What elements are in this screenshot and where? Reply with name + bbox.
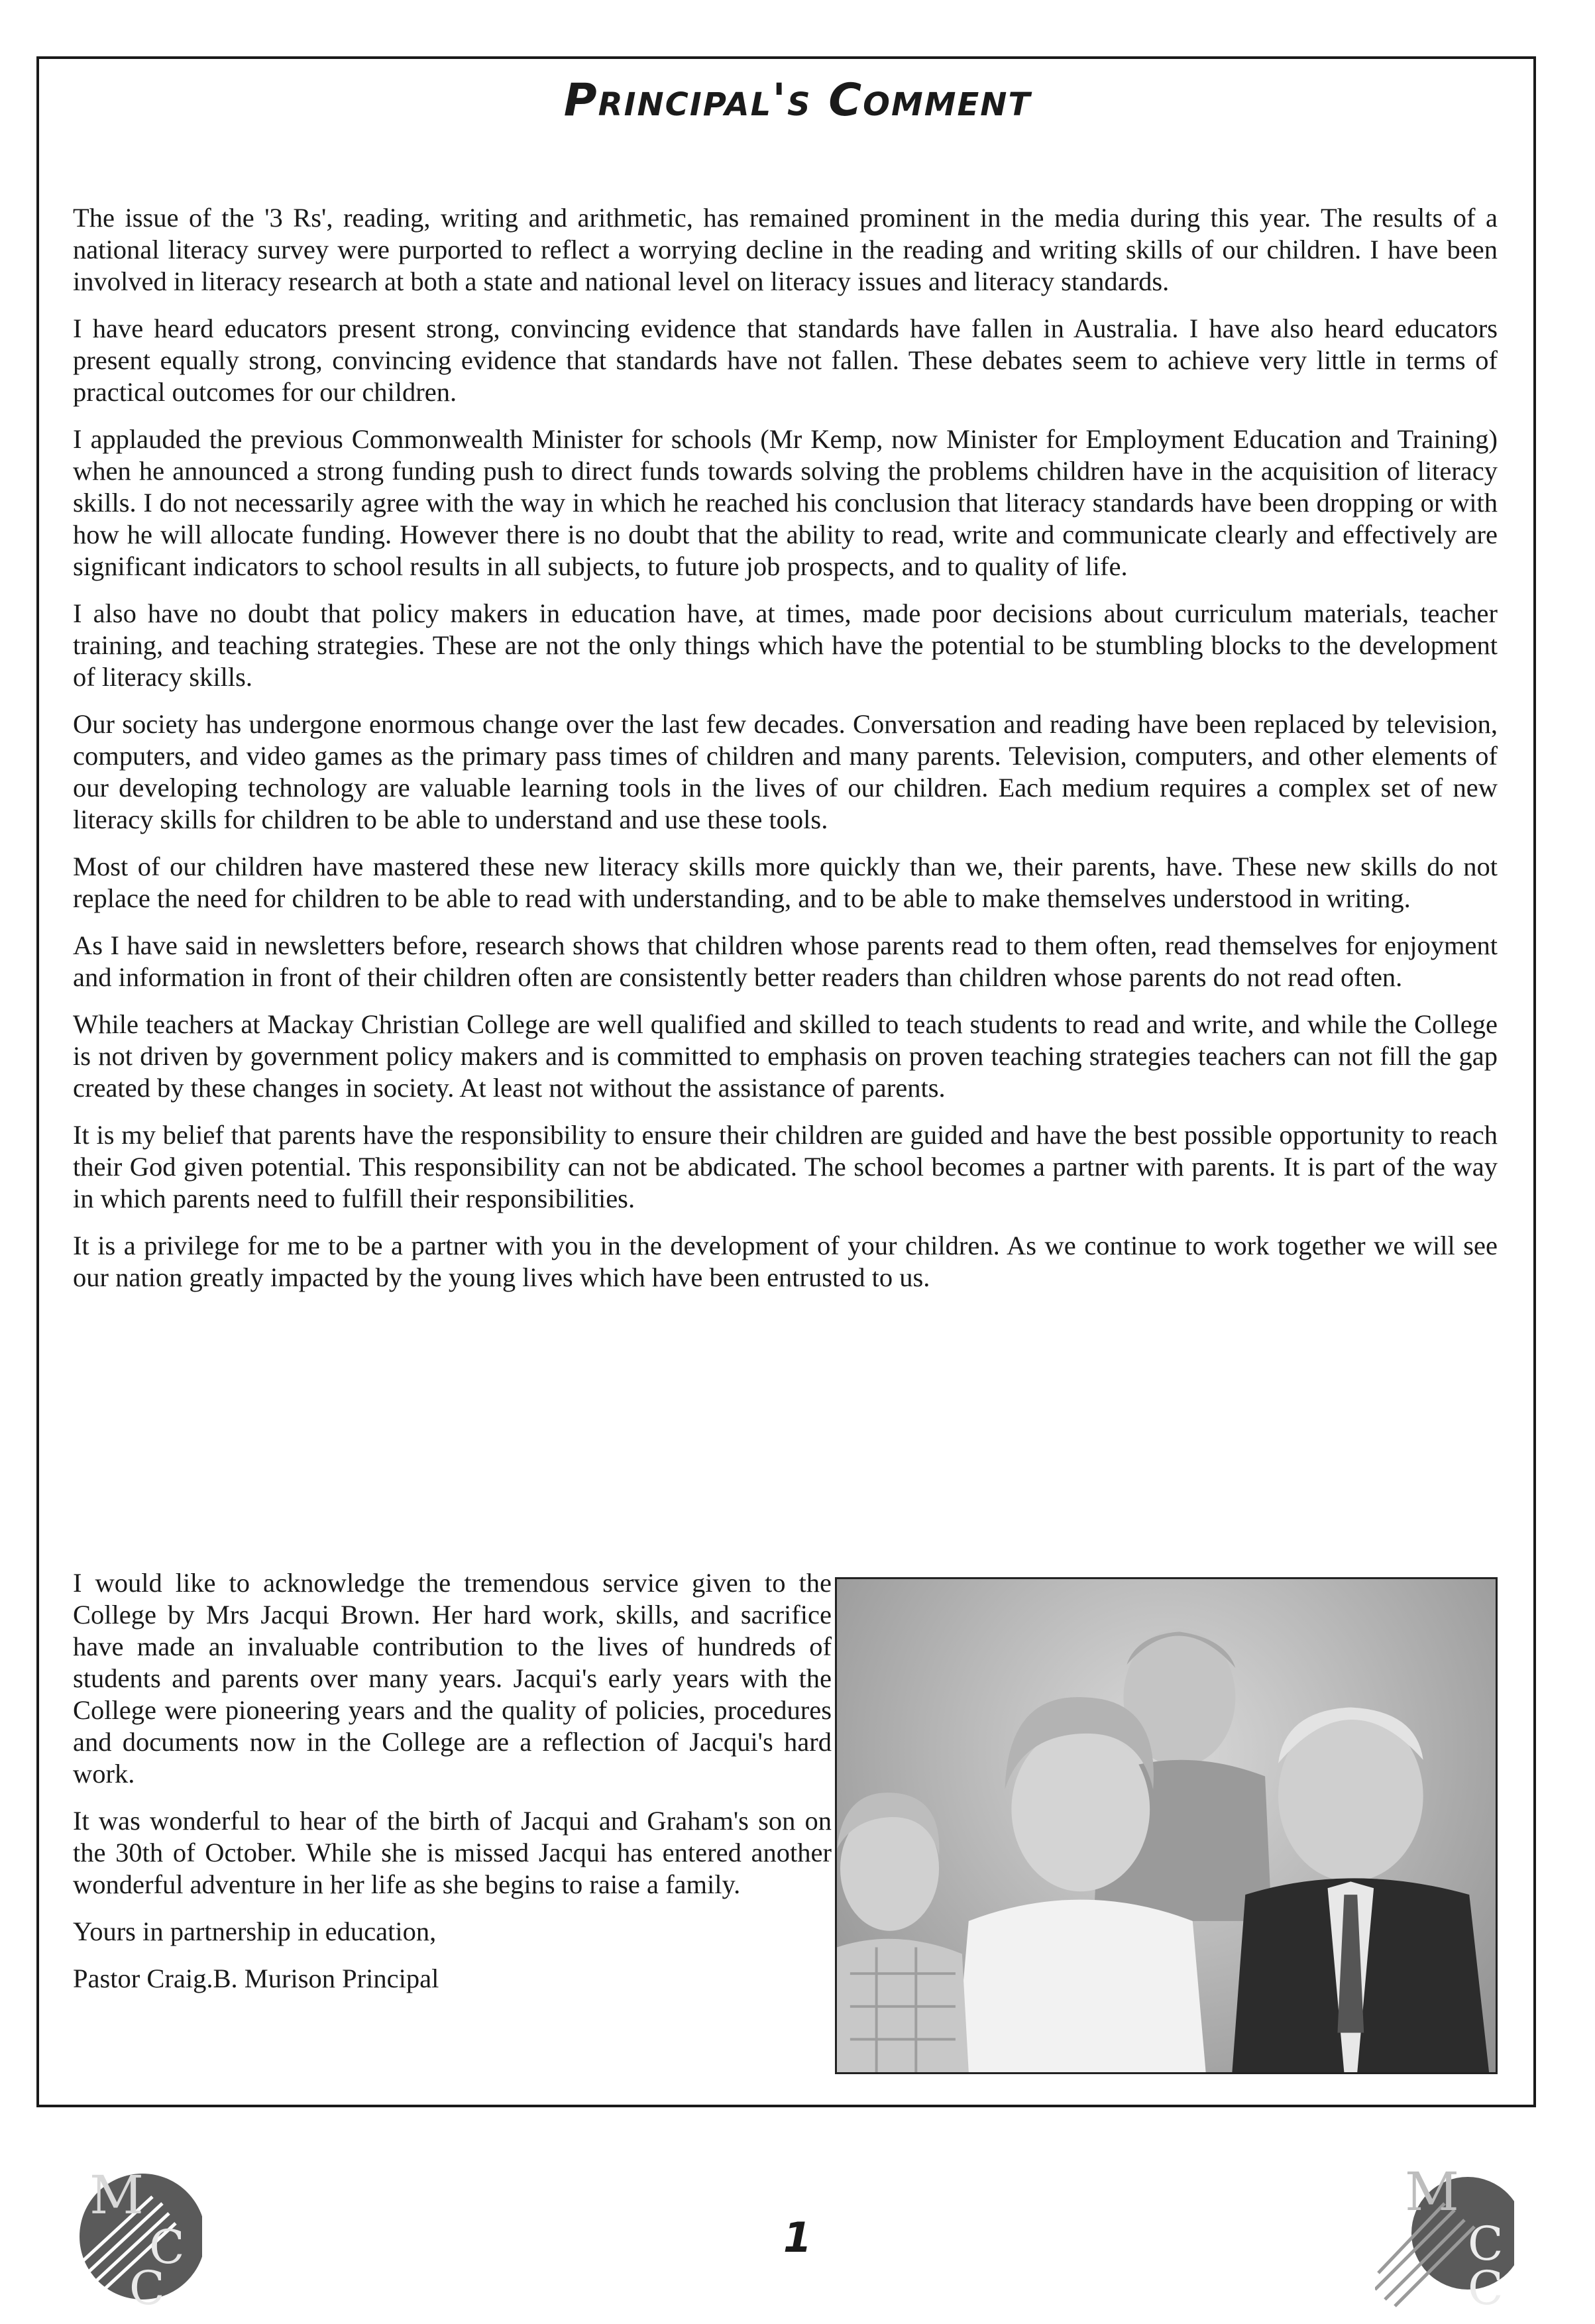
- paragraph: Our society has undergone enormous change over the last few decades. Conversation and reading have been replaced by television, computers, and video games as the primary pass times of children and many parents. Television, computers, and other elements of our developing technology are valuable learning tools in the lives of our children. Each medium requires a complex set of new literacy skills for children to be able to understand and use these tools.: [73, 709, 1498, 834]
- svg-text:M: M: [89, 2164, 144, 2226]
- paragraph: It is a privilege for me to be a partner with you in the development of your children. As we continue to work together we will see our nation greatly impacted by the young lives which have been entrusted to us.: [73, 1231, 1498, 1292]
- svg-text:M: M: [1405, 2161, 1459, 2223]
- paragraph: It is my belief that parents have the responsibility to ensure their children are guided and have the best possible opportunity to reach their God given potential. This responsibility can not be abdicated. The school becomes a partner with parents. It is part of the way in which parents need to fulfill their responsibilities.: [73, 1120, 1498, 1213]
- paragraph: I have heard educators present strong, convincing evidence that standards have fallen in Australia. I have also heard educators present equally strong, convincing evidence that standards have not fallen. These debates seem to achieve very little in terms of practical outcomes for our children.: [73, 313, 1498, 407]
- svg-text:C: C: [129, 2261, 165, 2309]
- family-photo: [835, 1577, 1498, 2074]
- paragraph: The issue of the '3 Rs', reading, writing and arithmetic, has remained prominent in the media during this year. The results of a national literacy survey were purported to reflect a worrying decline in the reading and writing skills of our children. I have been involved in literacy research at both a state and national level on literacy issues and literacy standards.: [73, 203, 1498, 296]
- paragraph: It was wonderful to hear of the birth of Jacqui and Graham's son on the 30th of October. While she is missed Jacqui has entered another wonderful adventure in her life as she begins to raise a family.: [73, 1806, 832, 1899]
- article-body: [73, 202, 1498, 1309]
- paragraph: I would like to acknowledge the tremendous service given to the College by Mrs Jacqui Brown. Her hard work, skills, and sacrifice have made an invaluable contribution to the lives of hundreds of students and parents over many years. Jacqui's early years with the College were pioneering years and the quality of policies, procedures and documents now in the College are a reflection of Jacqui's hard work.: [73, 1568, 832, 1789]
- signature: Pastor Craig.B. Murison Principal: [73, 1964, 439, 1993]
- college-logo: [1375, 2157, 1514, 2309]
- paragraph: Most of our children have mastered these new literacy skills more quickly than we, their parents, have. These new skills do not replace the need for children to be able to read with understanding, and to be able to make themselves understood in writing.: [73, 852, 1498, 913]
- article-body-lower: [73, 1567, 832, 2010]
- paragraph: I applauded the previous Commonwealth Minister for schools (Mr Kemp, now Minister for Employment Education and Training) when he announced a strong funding push to direct funds towards solving the problems children have in the acquisition of literacy skills. I do not necessarily agree with the way in which he reached his conclusion that literacy standards have been dropping or with how he will allocate funding. However there is no doubt that the ability to read, write and communicate clearly and effectively are significant indicators to school results in all subjects, to future job prospects, and to quality of life.: [73, 424, 1498, 581]
- family-photo-image: [837, 1579, 1496, 2072]
- closing-line: Yours in partnership in education,: [73, 1916, 437, 1946]
- page-title: Principal's Comment: [563, 74, 1032, 127]
- svg-text:C: C: [1468, 2261, 1504, 2309]
- svg-text:C: C: [149, 2220, 185, 2274]
- paragraph: While teachers at Mackay Christian College are well qualified and skilled to teach students to read and write, and while the College is not driven by government policy makers and is committed to emphasis on proven teaching strategies teachers can not fill the gap created by these changes in society. At least not without the assistance of parents.: [73, 1009, 1498, 1103]
- paragraph: I also have no doubt that policy makers in education have, at times, made poor decisions about curriculum materials, teacher training, and teaching strategies. These are not the only things which have the potential to be stumbling blocks to the development of literacy skills.: [73, 598, 1498, 692]
- paragraph: As I have said in newsletters before, research shows that children whose parents read to them often, read themselves for enjoyment and information in front of their children often are consistently better readers than children whose parents do not read often.: [73, 930, 1498, 992]
- page-number: 1: [783, 2213, 812, 2262]
- svg-text:C: C: [1468, 2217, 1504, 2271]
